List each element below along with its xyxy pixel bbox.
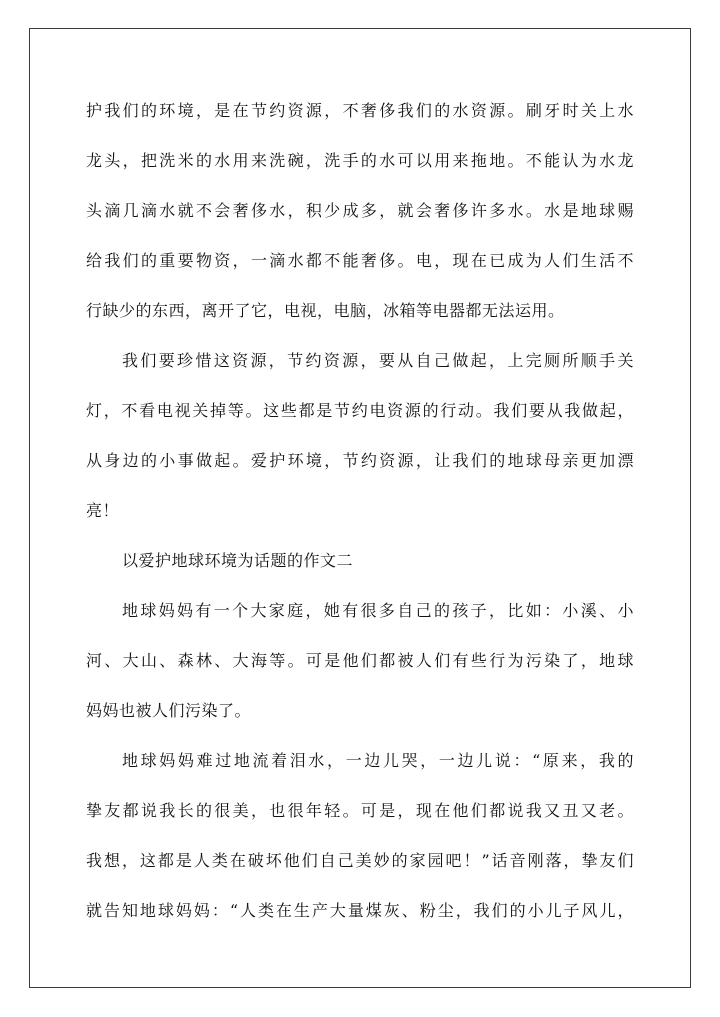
text-line: 护我们的环境，是在节约资源，不奢侈我们的水资源。刷牙时关上水 (86, 101, 634, 120)
text-line: 给我们的重要物资，一滴水都不能奢侈。电，现在已成为人们生活不 (86, 251, 634, 270)
text-line: 妈妈也被人们污染了。 (86, 701, 252, 720)
text-line: 龙头，把洗米的水用来洗碗，洗手的水可以用来拖地。不能认为水龙 (86, 151, 634, 170)
paragraph-start-line: 地球妈妈有一个大家庭，她有很多自己的孩子，比如：小溪、小 (122, 601, 634, 620)
text-line: 头滴几滴水就不会奢侈水，积少成多，就会奢侈许多水。水是地球赐 (86, 201, 634, 220)
text-line: 就告知地球妈妈：“人类在生产大量煤灰、粉尘，我们的小儿子风儿， (86, 901, 634, 920)
section-title: 以爱护地球环境为话题的作文二 (122, 551, 354, 570)
paragraph-start-line: 地球妈妈难过地流着泪水，一边儿哭，一边儿说：“原来，我的 (122, 751, 634, 770)
paragraph-start-line: 我们要珍惜这资源，节约资源，要从自己做起，上完厕所顺手关 (122, 351, 634, 370)
text-line: 挚友都说我长的很美，也很年轻。可是，现在他们都说我又丑又老。 (86, 801, 634, 820)
text-line: 灯，不看电视关掉等。这些都是节约电资源的行动。我们要从我做起， (86, 401, 634, 420)
text-line: 行缺少的东西，离开了它，电视，电脑，冰箱等电器都无法运用。 (86, 301, 565, 320)
text-line: 亮！ (86, 501, 120, 520)
text-line: 河、大山、森林、大海等。可是他们都被人们有些行为污染了，地球 (86, 651, 634, 670)
text-line: 我想，这都是人类在破坏他们自己美妙的家园吧！”话音刚落，挚友们 (86, 851, 634, 870)
text-line: 从身边的小事做起。爱护环境，节约资源，让我们的地球母亲更加漂 (86, 451, 634, 470)
